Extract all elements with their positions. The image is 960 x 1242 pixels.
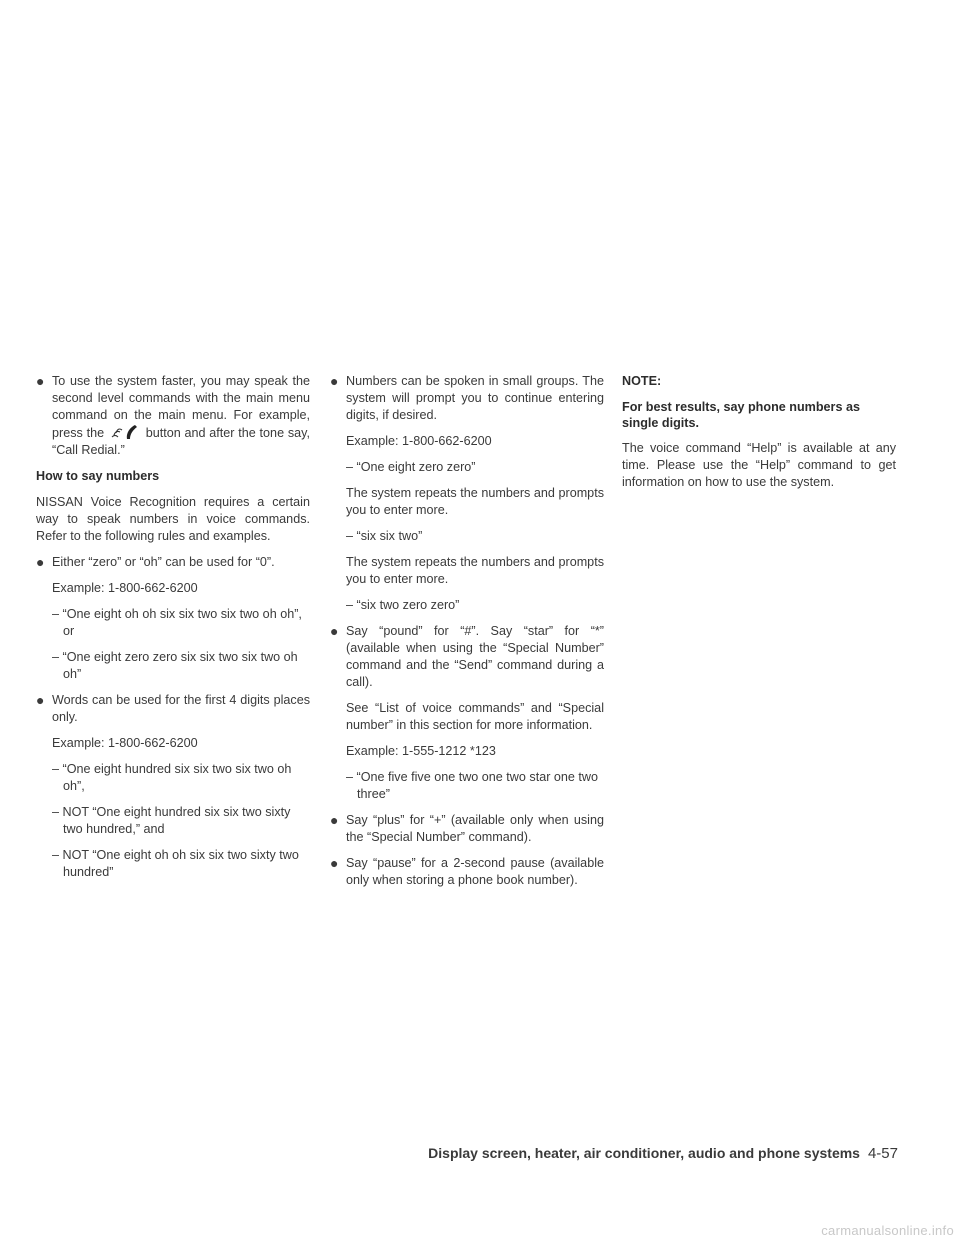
body-text: See “List of voice commands” and “Special number” in this section for more information. [346,701,604,732]
bullet-text: Say “pause” for a 2-second pause (available only when storing a phone book number). [346,856,604,887]
bullet-text: Say “plus” for “+” (available only when using the “Special Number” command). [346,813,604,844]
bullet-item [36,692,310,726]
bullet-item [330,623,604,691]
bullet-text: To use the system faster, you may speak the second level commands with the main menu command on the main menu. For example, press the [52,374,310,440]
watermark: carmanualsonline.info [821,1223,954,1238]
bullet-text: Words can be used for the first 4 digits places only. [52,693,310,724]
bullet-item [36,373,310,459]
bullet-text: Either “zero” or “oh” can be used for “0”. [52,555,275,569]
page-footer [428,1145,898,1162]
dash-item: – “One eight zero zero six six two six two oh oh” [52,650,298,681]
page-number: 4-57 [867,1145,898,1162]
note-text: The voice command “Help” is available at any time. Please use the “Help” command to get information on how to use the system. [622,441,896,489]
voice-phone-icon [110,424,140,440]
example-text: Example: 1-555-1212 *123 [346,744,496,758]
bullet-item [330,855,604,889]
note-title: NOTE: [622,374,662,388]
note-bold-text: For best results, say phone numbers as single digits. [622,400,860,430]
body-text: The system repeats the numbers and prompts you to enter more. [346,486,604,517]
column-1 [36,373,310,890]
section-title: Display screen, heater, air conditioner, audio and phone systems [428,1145,860,1161]
dash-item: – “six two zero zero” [346,598,460,612]
bullet-icon: ● [36,373,45,389]
bullet-icon: ● [330,623,339,639]
bullet-item [330,812,604,846]
intro-paragraph: NISSAN Voice Recognition requires a certain way to speak numbers in voice commands. Refer to the following rules and examples. [36,495,310,543]
bullet-icon: ● [36,554,45,570]
example-text: Example: 1-800-662-6200 [52,736,198,750]
column-3 [622,373,896,500]
example-text: Example: 1-800-662-6200 [52,581,198,595]
dash-item: – “One five five one two one two star one two three” [346,770,599,801]
dash-item: – NOT “One eight oh oh six six two sixty two hundred” [52,848,299,879]
bullet-icon: ● [36,692,45,708]
bullet-item [330,373,604,424]
bullet-icon: ● [330,373,339,389]
example-text: Example: 1-800-662-6200 [346,434,492,448]
section-heading: How to say numbers [36,469,160,483]
bullet-text: Numbers can be spoken in small groups. The system will prompt you to continue entering digits, if desired. [346,374,604,422]
dash-item: – “six six two” [346,529,423,543]
bullet-text: Say “pound” for “#”. Say “star” for “*” (available when using the “Special Number” command and the “Send” command during a call). [346,624,604,689]
body-text: The system repeats the numbers and prompts you to enter more. [346,555,604,586]
column-2 [330,373,604,898]
bullet-icon: ● [330,812,339,828]
dash-item: – “One eight zero zero” [346,460,476,474]
bullet-text: button and after the tone say, “Call Redial.” [52,426,311,457]
bullet-icon: ● [330,855,339,871]
bullet-item [36,554,310,571]
dash-item: – NOT “One eight hundred six six two sixty two hundred,” and [52,805,291,836]
dash-item: – “One eight hundred six six two six two oh oh”, [52,762,292,793]
dash-item: – “One eight oh oh six six two six two oh oh”, or [52,607,302,638]
